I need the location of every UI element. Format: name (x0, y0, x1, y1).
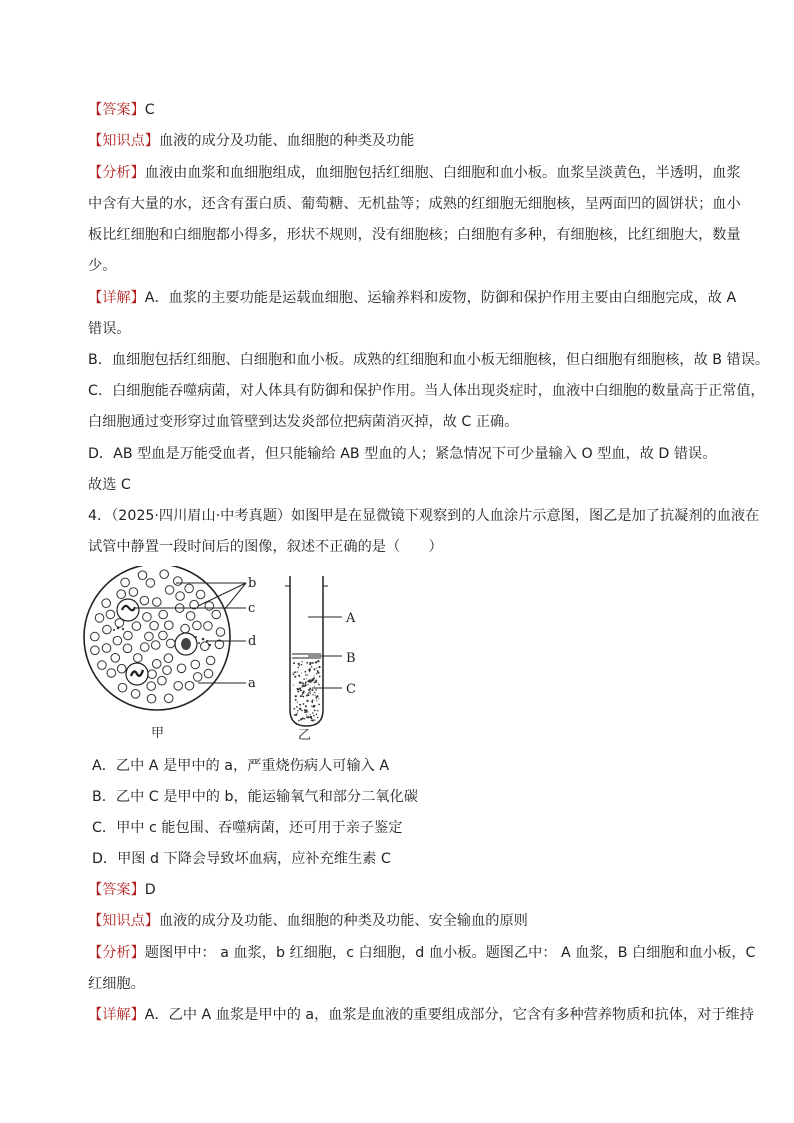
sediment-speck (306, 710, 307, 711)
sediment-speck (297, 691, 299, 693)
red-blood-cell (193, 621, 202, 630)
sediment-speck (319, 676, 321, 678)
red-blood-cell (174, 682, 183, 691)
red-blood-cell (107, 669, 116, 678)
sediment-speck (298, 720, 300, 722)
sediment-speck (317, 670, 319, 672)
red-blood-cell (185, 681, 194, 690)
white-blood-cell (175, 633, 197, 655)
red-blood-cell (186, 612, 195, 621)
circle-label-b: b (248, 576, 257, 591)
tube-label-C: C (346, 682, 356, 697)
red-blood-cell (174, 577, 183, 586)
red-blood-cell (131, 690, 140, 699)
sediment-speck (314, 685, 315, 686)
red-blood-cell (106, 610, 115, 619)
sediment-speck (297, 671, 298, 672)
red-blood-cell (113, 636, 122, 645)
sediment-speck (302, 692, 304, 694)
red-blood-cell (177, 664, 186, 673)
sediment-speck (317, 710, 318, 711)
sediment-speck (297, 710, 299, 712)
knowledge-text: 血液的成分及功能、血细胞的种类及功能、安全输血的原则 (158, 913, 528, 929)
sediment-speck (316, 700, 317, 701)
sediment-speck (307, 680, 309, 682)
red-blood-cell (121, 578, 130, 587)
red-blood-cell (117, 664, 126, 673)
test-tube (285, 576, 356, 726)
sediment-speck (304, 718, 305, 719)
sediment-speck (299, 704, 301, 706)
sediment-speck (299, 682, 301, 684)
detail-line-c2: 白细胞通过变形穿过血管壁到达发炎部位把病菌消灭掉，故 C 正确。 (88, 414, 519, 430)
red-blood-cell (91, 646, 100, 655)
knowledge-tag: 【知识点】 (88, 133, 159, 149)
red-blood-cell (150, 621, 159, 630)
sediment-speck (302, 696, 304, 698)
sediment-speck (314, 669, 315, 670)
analysis-tag: 【分析】 (88, 165, 145, 181)
red-blood-cell (103, 625, 112, 634)
red-blood-cell (216, 628, 225, 637)
detail-line-c1: C．白细胞能吞噬病菌，对人体具有防御和保护作用。当人体出现炎症时，血液中白细胞的数量高于正常值， (88, 383, 765, 399)
analysis-line-q4-1 (88, 943, 756, 963)
detail-line-d: D．AB 型血是万能受血者，但只能输给 AB 型血的人；紧急情况下可少量输入 O 型血，故 D 错误。 (88, 446, 717, 462)
sediment-speck (293, 674, 294, 675)
analysis-line-4: 少。 (88, 258, 117, 274)
option-a: A．乙中 A 是甲中的 a，严重烧伤病人可输入 A (92, 758, 390, 774)
detail-line-q4-1 (88, 1005, 754, 1025)
sediment-speck (295, 695, 297, 697)
detail-text: A．血浆的主要功能是运载血细胞、运输养料和废物，防御和保护作用主要由白细胞完成，故 A (144, 290, 737, 306)
red-blood-cell (206, 656, 215, 665)
sediment-speck (306, 714, 307, 715)
answer-line-1 (88, 100, 724, 120)
sediment-speck (301, 718, 303, 720)
sediment-speck (306, 716, 308, 718)
sediment-speck (312, 662, 314, 664)
sediment-speck (316, 668, 317, 669)
sediment-speck (305, 683, 306, 684)
red-blood-cell (160, 570, 169, 579)
sediment-speck (299, 708, 301, 710)
sediment-speck (311, 690, 312, 691)
sediment-speck (307, 684, 308, 685)
sediment-speck (301, 687, 302, 688)
sediment-speck (315, 689, 317, 691)
red-blood-cell (138, 571, 147, 580)
red-blood-cell (91, 632, 100, 641)
sediment-speck (297, 713, 298, 714)
option-d: D．甲图 d 下降会导致坏血病，应补充维生素 C (92, 851, 391, 867)
sediment-speck (311, 700, 313, 702)
sediment-speck (310, 716, 312, 718)
sediment-speck (311, 666, 312, 667)
sediment-speck (297, 688, 299, 690)
sediment-speck (301, 710, 303, 712)
circle-label-c: c (248, 601, 256, 616)
sediment-speck (301, 682, 302, 683)
option-b: B．乙中 C 是甲中的 b，能运输氧气和部分二氧化碳 (92, 789, 418, 805)
figure-label-jia: 甲 (151, 726, 165, 741)
red-blood-cell (164, 654, 173, 663)
red-blood-cell (123, 644, 132, 653)
sediment-speck (303, 703, 305, 705)
knowledge-text: 血液的成分及功能、血细胞的种类及功能 (158, 133, 415, 149)
red-blood-cell (181, 624, 190, 633)
sediment-speck (314, 695, 315, 696)
sediment-speck (301, 672, 302, 673)
sediment-speck (313, 715, 314, 716)
sediment-speck (305, 681, 307, 683)
red-blood-cell (102, 644, 111, 653)
analysis-line-2: 中含有大量的水，还含有蛋白质、葡萄糖、无机盐等；成熟的红细胞无细胞核，呈两面凹的圆饼状；血小 (88, 196, 741, 212)
sediment-speck (314, 675, 315, 676)
sediment-speck (312, 678, 314, 680)
sediment-speck (305, 711, 307, 713)
red-blood-cell (124, 631, 133, 640)
sediment-speck (312, 694, 313, 695)
detail-line-b: B．血细胞包括红细胞、白细胞和血小板。成熟的红细胞和血小板无细胞核，但白细胞有细胞核，故 B 错误。 (88, 352, 770, 368)
sediment-speck (310, 693, 311, 694)
red-blood-cell (196, 590, 205, 599)
sediment-speck (301, 664, 302, 665)
red-blood-cell (204, 622, 213, 631)
analysis-line-3: 板比红细胞和白细胞都小得多，形状不规则，没有细胞核；白细胞有多种，有细胞核，比红细胞大，数量 (88, 227, 741, 243)
white-blood-cell (126, 663, 148, 685)
sediment-speck (312, 719, 314, 721)
red-blood-cell (111, 654, 120, 663)
sediment-speck (293, 662, 295, 664)
sediment-speck (315, 661, 317, 663)
sediment-speck (297, 701, 298, 702)
red-blood-cell (191, 660, 200, 669)
sediment-speck (299, 665, 300, 666)
sediment-speck (305, 675, 306, 676)
red-blood-cell (166, 639, 175, 648)
answer-tag: 【答案】 (88, 102, 145, 118)
red-blood-cell (134, 654, 143, 663)
sediment-speck (293, 708, 295, 710)
figure-label-yi: 乙 (298, 728, 312, 743)
blood-smear-circle (84, 566, 256, 710)
question-stem-2: 试管中静置一段时间后的图像，叙述不正确的是（ ） (88, 539, 443, 555)
red-blood-cell (140, 596, 149, 605)
red-blood-cell (146, 579, 155, 588)
analysis-line-1 (88, 163, 741, 183)
sediment-speck (310, 714, 311, 715)
sediment-speck (294, 671, 296, 673)
red-blood-cell (129, 588, 138, 597)
red-blood-cell (143, 613, 152, 622)
sediment-speck (316, 695, 318, 697)
answer-value: D (144, 882, 156, 898)
question-stem-1: 4．（2025·四川眉山·中考真题）如图甲是在显微镜下观察到的人血涂片示意图，图乙是加了抗凝剂的血液在 (88, 508, 760, 524)
sediment-speck (309, 663, 311, 665)
red-blood-cell (151, 641, 160, 650)
red-blood-cell (147, 682, 156, 691)
red-blood-cell (163, 666, 172, 675)
sediment-speck (317, 717, 318, 718)
sediment-speck (294, 676, 296, 678)
sediment-speck (299, 688, 301, 690)
red-blood-cell (212, 610, 221, 619)
red-blood-cell (98, 661, 107, 670)
red-blood-cell (165, 621, 174, 630)
sediment-speck (302, 694, 303, 695)
blood-figure (76, 566, 376, 744)
sediment-speck (306, 678, 307, 679)
sediment-speck (318, 666, 320, 668)
sediment-speck (312, 712, 314, 714)
sediment-speck (301, 661, 302, 662)
sediment-speck (311, 705, 312, 706)
sediment-speck (294, 714, 295, 715)
sediment-speck (293, 685, 294, 686)
circle-label-a: a (248, 676, 256, 691)
analysis-text: 血液由血浆和血细胞组成，血细胞包括红细胞、白细胞和血小板。血浆呈淡黄色，半透明，血浆 (144, 165, 741, 181)
sediment-speck (293, 673, 294, 674)
analysis-tag: 【分析】 (88, 945, 145, 961)
sediment-speck (315, 680, 317, 682)
red-blood-cell (205, 602, 214, 611)
red-blood-cell (145, 632, 154, 641)
red-blood-cell (102, 599, 111, 608)
knowledge-tag: 【知识点】 (88, 913, 159, 929)
red-blood-cell (159, 610, 168, 619)
red-blood-cell (147, 694, 156, 703)
conclusion-line: 故选 C (88, 477, 131, 493)
knowledge-line-1 (88, 131, 724, 151)
red-blood-cell (193, 673, 202, 682)
detail-line-a2: 错误。 (88, 321, 131, 337)
red-blood-cell (165, 586, 174, 595)
sediment-speck (316, 673, 317, 674)
red-blood-cell (132, 622, 141, 631)
red-blood-cell (164, 694, 173, 703)
analysis-text: 题图甲中： a 血浆，b 红细胞，c 白细胞，d 血小板。题图乙中： A 血浆，B 白细胞和血小板，C (144, 945, 756, 961)
circle-label-d: d (248, 634, 257, 649)
detail-tag: 【详解】 (88, 290, 145, 306)
red-blood-cell (158, 676, 167, 685)
sediment-speck (303, 685, 305, 687)
red-blood-cell (140, 643, 149, 652)
sediment-speck (302, 683, 304, 685)
sediment-speck (309, 689, 311, 691)
sediment-speck (309, 668, 311, 670)
white-blood-cell (117, 599, 139, 621)
tube-label-A: A (346, 611, 356, 626)
sediment-speck (308, 692, 310, 694)
sediment-speck (298, 675, 299, 676)
sediment-speck (314, 710, 316, 712)
sediment-speck (310, 681, 312, 683)
red-blood-cell (176, 592, 185, 601)
red-blood-cell (159, 631, 168, 640)
red-blood-cell (148, 670, 157, 679)
sediment-speck (314, 692, 316, 694)
sediment-speck (296, 706, 298, 708)
sediment-speck (309, 691, 310, 692)
detail-tag: 【详解】 (88, 1007, 145, 1023)
red-blood-cell (95, 614, 104, 623)
red-blood-cell (117, 590, 126, 599)
sediment-speck (297, 667, 299, 669)
sediment-speck (305, 705, 307, 707)
detail-line-a1 (88, 288, 737, 308)
sediment-speck (300, 689, 302, 691)
option-c: C．甲中 c 能包围、吞噬病菌，还可用于亲子鉴定 (92, 820, 403, 836)
sediment-speck (313, 705, 315, 707)
sediment-speck (307, 700, 308, 701)
sediment-speck (298, 663, 300, 665)
sediment-speck (317, 682, 318, 683)
sediment-speck (301, 695, 302, 696)
sediment-speck (302, 682, 303, 683)
tube-label-B: B (346, 651, 356, 666)
red-blood-cell (201, 642, 210, 651)
sediment-speck (303, 678, 305, 680)
sediment-speck (316, 698, 317, 699)
answer-tag: 【答案】 (88, 882, 145, 898)
sediment-speck (314, 720, 315, 721)
sediment-speck (307, 674, 308, 675)
red-blood-cell (118, 683, 127, 692)
red-blood-cell (185, 584, 194, 593)
red-blood-cell (152, 660, 161, 669)
sediment-speck (295, 714, 297, 716)
detail-text: A．乙中 A 血浆是甲中的 a，血浆是血液的重要组成部分，它含有多种营养物质和抗体，对于维持 (144, 1007, 754, 1023)
sediment-speck (318, 684, 320, 686)
sediment-speck (317, 660, 319, 662)
red-blood-cell (204, 669, 213, 678)
answer-line-2 (88, 880, 724, 900)
red-blood-cell (153, 598, 162, 607)
sediment-speck (306, 662, 308, 664)
sediment-speck (315, 681, 317, 683)
sediment-speck (307, 693, 308, 694)
sediment-speck (318, 704, 320, 706)
answer-value: C (144, 102, 155, 118)
sediment-speck (305, 684, 307, 686)
analysis-line-q4-2: 红细胞。 (88, 976, 145, 992)
sediment-speck (307, 711, 308, 712)
sediment-speck (304, 711, 306, 713)
sediment-speck (304, 671, 306, 673)
sediment-speck (295, 699, 297, 701)
knowledge-line-2 (88, 911, 724, 931)
sediment-speck (316, 714, 318, 716)
sediment-speck (318, 698, 319, 699)
sediment-speck (309, 687, 311, 689)
